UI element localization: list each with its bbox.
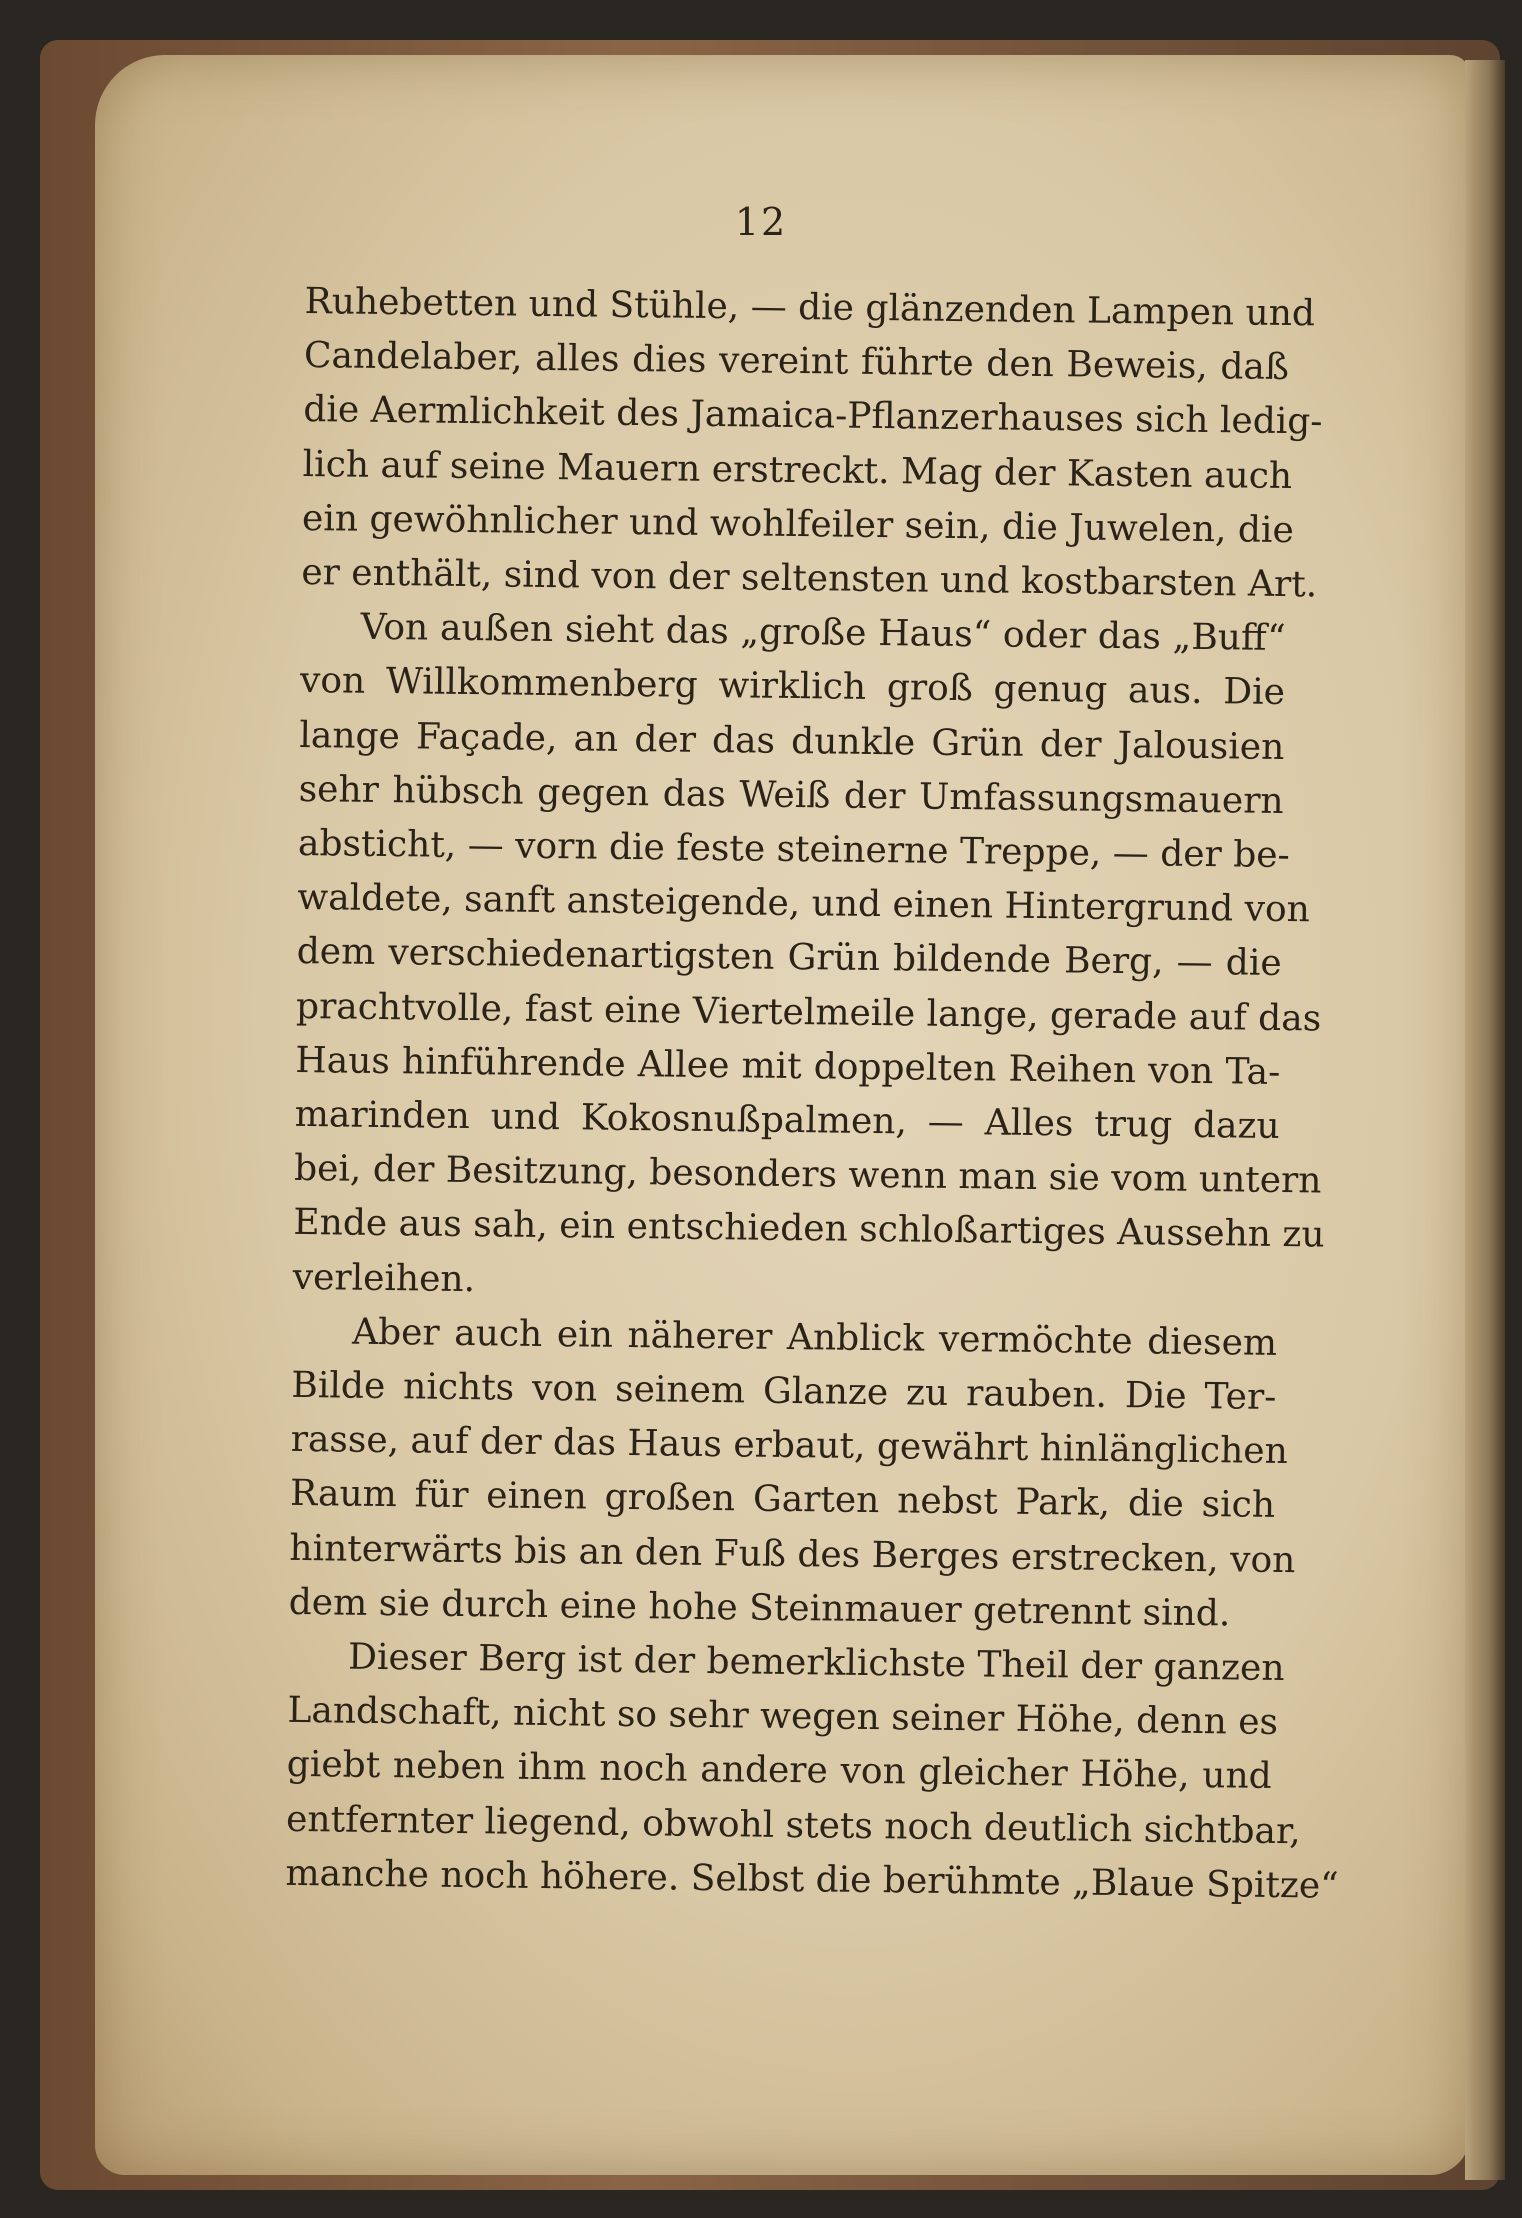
text-line: von Willkommenberg wirklich groß genug aus. Die: [299, 660, 1286, 714]
text-line: Raum für einen großen Garten nebst Park, die sich: [289, 1473, 1276, 1527]
text-line: Ruhebetten und Stühle, — die glänzenden Lampen und: [304, 280, 1316, 335]
text-line: ein gewöhnlicher und wohlfeiler sein, die Juwelen, die: [301, 497, 1295, 551]
text-line: marinden und Kokosnußpalmen, — Alles trug dazu: [294, 1093, 1280, 1148]
text-line: waldete, sanft ansteigende, und einen Hintergrund von: [297, 877, 1311, 931]
text-line: dem verschiedenartigsten Grün bildende Berg, — die: [296, 931, 1282, 985]
text-line: Bilde nichts von seinem Glanze zu rauben. Die Ter-: [291, 1364, 1277, 1419]
text-line: die Aermlichkeit des Jamaica-Pflanzerhauses sich ledig-: [303, 389, 1323, 443]
book-gutter: [1465, 60, 1505, 2180]
text-line: dem sie durch eine hohe Steinmauer getrennt sind.: [288, 1581, 1231, 1635]
text-line: sehr hübsch gegen das Weiß der Umfassungsmauern: [298, 768, 1284, 822]
text-line: er enthält, sind von der seltensten und kostbarsten Art.: [301, 551, 1318, 606]
text-line: absticht, — vorn die feste steinerne Treppe, — der be-: [297, 822, 1290, 877]
text-line: Ende aus sah, ein entschieden schloßartiges Aussehn zu: [293, 1202, 1325, 1256]
text-line: Von außen sieht das „große Haus“ oder das „Buff“: [360, 606, 1286, 660]
text-line: manche noch höhere. Selbst die berühmte „Blaue Spitze“: [285, 1852, 1339, 1907]
text-line: lich auf seine Mauern erstreckt. Mag der Kasten auch: [302, 443, 1293, 497]
text-line: verleihen.: [292, 1256, 476, 1300]
text-line: lange Façade, an der das dunkle Grün der Jalousien: [299, 714, 1285, 768]
text-line: bei, der Besitzung, besonders wenn man sie vom untern: [293, 1148, 1322, 1202]
text-line: rasse, auf der das Haus erbaut, gewährt hinlänglichen: [290, 1419, 1289, 1473]
text-line: entfernter liegend, obwohl stets noch deutlich sichtbar,: [285, 1798, 1301, 1852]
text-line: prachtvolle, fast eine Viertelmeile lange, gerade auf das: [295, 985, 1322, 1040]
text-line: Aber auch ein näherer Anblick vermöchte diesem: [351, 1311, 1278, 1364]
text-line: Dieser Berg ist der bemerklichste Theil der ganzen: [347, 1636, 1285, 1690]
page-number: 12: [734, 200, 788, 244]
text-line: giebt neben ihm noch andere von gleicher Höhe, und: [286, 1744, 1272, 1798]
page-text: [285, 275, 1339, 1927]
text-line: Candelaber, alles dies vereint führte den Beweis, daß: [303, 335, 1290, 389]
text-line: Haus hinführende Allee mit doppelten Reihen von Ta-: [295, 1039, 1281, 1093]
text-line: hinterwärts bis an den Fuß des Berges erstrecken, von: [289, 1527, 1296, 1581]
text-line: Landschaft, nicht so sehr wegen seiner Höhe, denn es: [287, 1690, 1279, 1744]
